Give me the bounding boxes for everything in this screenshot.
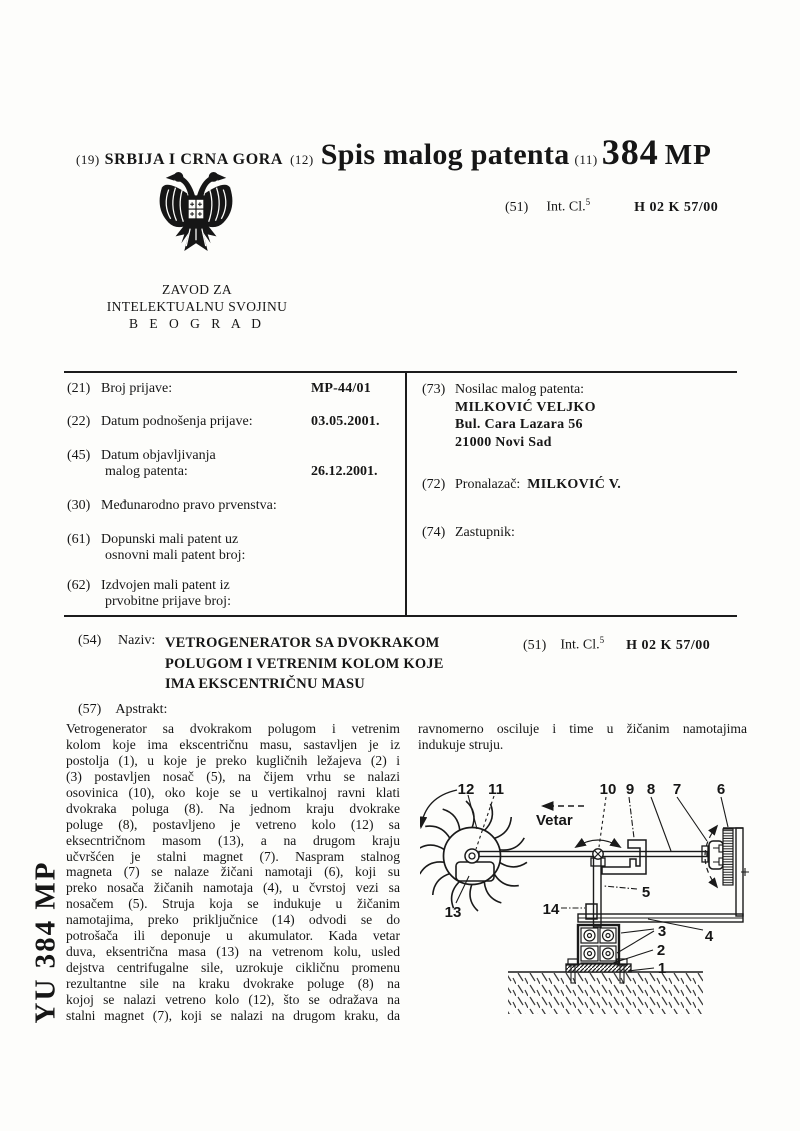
inid-code: (74) — [422, 525, 446, 540]
coat-of-arms-icon — [157, 166, 235, 258]
bibliographic-table — [64, 371, 737, 617]
field-label: Datum podnošenja prijave: — [101, 414, 253, 429]
base-board — [578, 914, 743, 922]
patent-number: 384 — [601, 132, 659, 172]
label-6: 6 — [716, 781, 726, 798]
office-city: B E O G R A D — [128, 316, 265, 331]
office-name-block — [61, 281, 333, 332]
title-line-3: IMA EKSCENTRIČNU MASU — [165, 676, 365, 693]
inid-code: (21) — [67, 381, 91, 396]
holder-name: MILKOVIĆ VELJKO — [455, 399, 596, 415]
abstract-label: Apstrakt: — [115, 702, 168, 717]
abstract-line: kojoj se nalazi vetreno kolo (12), što se odražava na — [66, 991, 400, 1007]
invention-title-section — [78, 633, 457, 695]
patent-figure — [420, 775, 780, 1025]
wire-coil — [723, 829, 733, 885]
office-line-2: INTELEKTUALNU SVOJINU — [106, 299, 288, 314]
invention-title — [165, 633, 457, 695]
document-type-title: Spis malog patenta — [320, 138, 570, 171]
label-12: 12 — [457, 781, 475, 798]
inid-12: (12) — [290, 152, 314, 167]
holder-city: 21000 Novi Sad — [455, 434, 552, 450]
inid-57: (57) — [78, 702, 102, 717]
label-5: 5 — [641, 884, 651, 901]
field-value: MP-44/01 — [311, 381, 371, 396]
abstract-line: duva, eksentrična masa (13) na vetrenom kolu, usled — [66, 944, 400, 960]
field-label: Zastupnik: — [455, 525, 515, 540]
abstract-line: rezultantne sile na kraku dvokrake poluge (8) na — [66, 976, 400, 991]
title-line-2: POLUGOM I VETRENIM KOLOM KOJE — [165, 655, 444, 672]
inventor-name: MILKOVIĆ V. — [527, 477, 622, 492]
ground — [508, 972, 703, 1014]
int-cl-edition: 5 — [599, 635, 605, 645]
label-2: 2 — [656, 942, 666, 959]
field-value: 03.05.2001. — [311, 414, 380, 429]
field-label: Datum objavljivanja — [101, 448, 216, 463]
inid-54: (54) — [78, 633, 102, 648]
title-line-1: VETROGENERATOR SA DVOKRAKOM — [165, 635, 440, 651]
inid-11: (11) — [574, 152, 598, 167]
field-value: 26.12.2001. — [311, 464, 378, 479]
abstract-line: osovinica (10), oko koje se u vertikalnoj ravni klati — [66, 784, 400, 800]
abstract-line: (3) postavljen nosač (5), na čijem vrhu se nalazi — [66, 768, 400, 784]
field-label: Pronalazač: — [455, 477, 521, 492]
label-10: 10 — [599, 781, 617, 798]
rotation-arrow — [421, 790, 457, 827]
wind-arrow — [536, 806, 584, 829]
abstract-line: eksecntričnom masom (13), a na drugom kraju — [66, 832, 400, 848]
field-label: Nosilac malog patenta: — [455, 382, 585, 397]
inid-code: (30) — [67, 498, 91, 513]
holder-street: Bul. Cara Lazara 56 — [455, 417, 583, 432]
field-label-2: malog patenta: — [105, 464, 188, 479]
field-label: Broj prijave: — [101, 381, 173, 396]
country-name: SRBIJA I CRNA GORA — [104, 151, 284, 168]
field-label: Dopunski mali patent uz — [101, 532, 239, 547]
field-label: Međunarodno pravo prvenstva: — [101, 498, 277, 513]
field-label-2: prvobitne prijave broj: — [105, 594, 231, 609]
vertical-document-id: YU 384 MP — [29, 860, 62, 1024]
office-line-1: ZAVOD ZA — [161, 282, 233, 297]
label-11: 11 — [488, 781, 504, 798]
label-9: 9 — [625, 781, 635, 798]
label-8: 8 — [646, 781, 656, 798]
abstract-line: učvršćen je stalni magnet (7). Naspram stalnog — [66, 848, 400, 864]
abstract-line: dejstva centrifugalne sile, uzrokuje cikličnu promenu — [66, 960, 400, 976]
rocking-arrow — [576, 840, 620, 847]
inid-code: (61) — [67, 532, 91, 547]
int-cl-value: H 02 K 57/00 — [634, 199, 719, 215]
leader-lines — [456, 795, 728, 971]
abstract-line: nosačem (5). Struja koja se indukuje u žičanim — [66, 896, 400, 912]
abstract-line: Vetrogenerator sa dvokrakom polugom i vetrenim — [66, 721, 400, 736]
terminal-block — [586, 904, 597, 919]
abstract-line: postolja (1), u koje je preko kugličnih ležajeva (2) i — [66, 752, 400, 768]
abstract-right-column — [418, 721, 747, 753]
int-cl-classification-repeat — [523, 635, 710, 654]
column-divider — [405, 373, 407, 615]
inid-code: (72) — [422, 477, 446, 492]
inid-code: (45) — [67, 448, 91, 463]
abstract-line: ravnomerno osciluje i time u žičanim namotajima — [418, 721, 747, 736]
inid-51: (51) — [505, 199, 529, 215]
inid-code: (73) — [422, 382, 446, 397]
int-cl-classification-top — [505, 197, 718, 216]
int-cl-value: H 02 K 57/00 — [626, 637, 711, 653]
title-label: Naziv: — [118, 633, 156, 648]
abstract-line: stalni magnet (7), koji se nalazi na drugom kraku, da — [66, 1007, 400, 1023]
label-4: 4 — [704, 928, 714, 945]
int-cl-edition: 5 — [585, 197, 591, 207]
int-cl-label: Int. Cl.$^5$ — [546, 197, 591, 215]
label-14: 14 — [542, 901, 560, 918]
abstract-line: kolom koje ima ekscentričnu masu, sastavljen je iz — [66, 736, 400, 752]
label-13: 13 — [444, 904, 462, 921]
patent-number-suffix: MP — [664, 139, 712, 171]
inventor-block — [455, 476, 735, 494]
label-1: 1 — [657, 960, 667, 977]
label-3: 3 — [657, 923, 667, 940]
abstract-line: namotajima, preko priključnice (14) odvodi se do — [66, 912, 400, 928]
abstract-line: indukuje struju. — [418, 736, 504, 752]
abstract-line: dvokraka poluga (8). Na jednom kraju dvokrake — [66, 800, 400, 816]
abstract-line: poluge (8), postavljeno je vetreno kolo (12) sa — [66, 816, 400, 832]
field-label: Izdvojen mali patent iz — [101, 578, 230, 593]
patent-holder-block — [455, 381, 735, 451]
label-7: 7 — [672, 781, 682, 798]
inid-code: (22) — [67, 414, 91, 429]
abstract-left-column — [66, 721, 400, 1024]
field-label-2: osnovni mali patent broj: — [105, 548, 246, 563]
wind-label: Vetar — [536, 812, 573, 829]
int-cl-label: Int. Cl.$^5$ — [560, 635, 605, 653]
inid-19: (19) — [76, 152, 100, 167]
inid-code: (62) — [67, 578, 91, 593]
abstract-heading — [78, 702, 167, 718]
inid-51: (51) — [523, 637, 547, 653]
abstract-line: magneta (7) se nalaze žičani namotaji (6), koji su — [66, 864, 400, 880]
abstract-line: potrošača ili deponuje u akumulator. Kada vetar — [66, 928, 400, 944]
abstract-line: preko nosača žičanih namotaja (4), u čvrstoj vezi sa — [66, 880, 400, 896]
